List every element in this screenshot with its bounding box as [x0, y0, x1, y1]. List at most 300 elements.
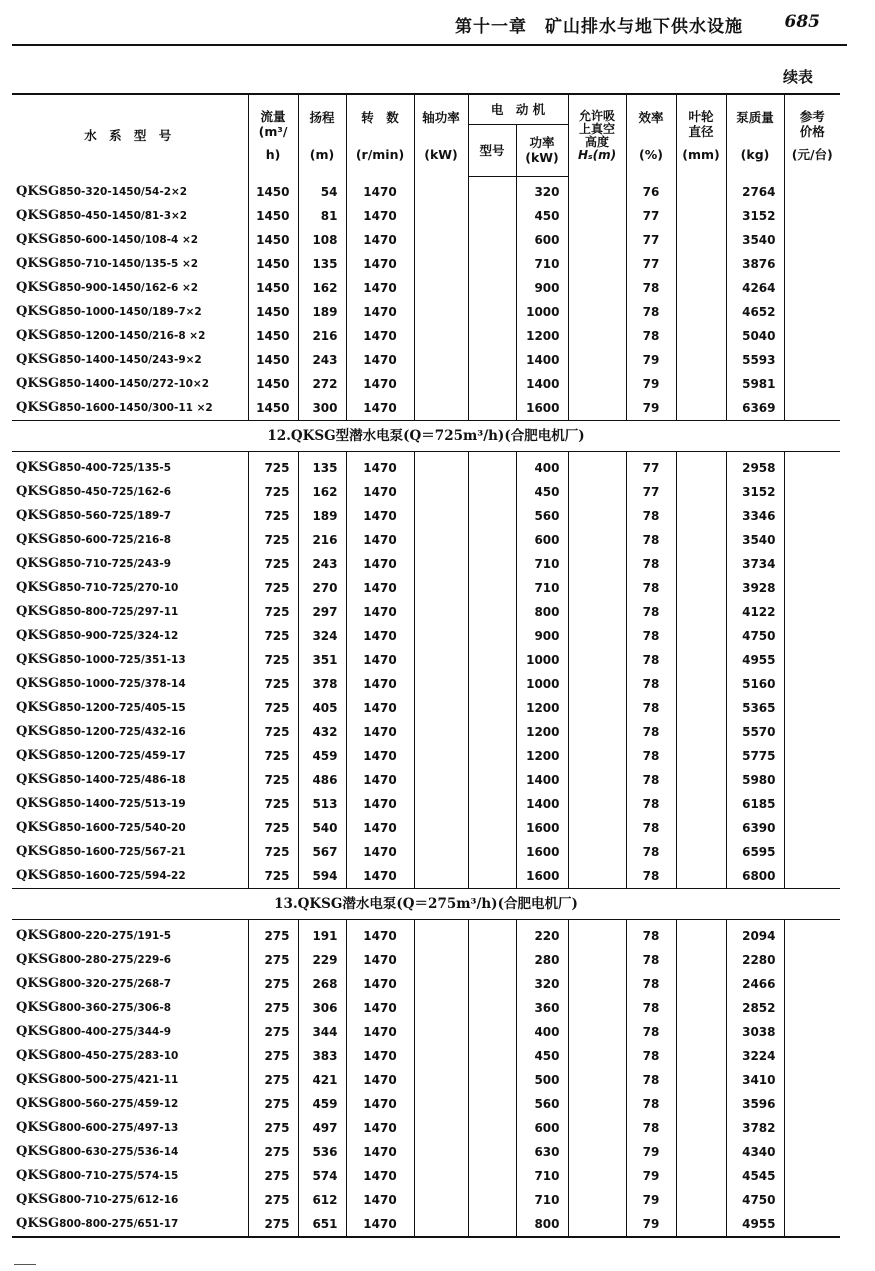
table-row — [12, 624, 840, 648]
efficiency-cell: 78 — [626, 816, 676, 840]
shaft-power-cell — [414, 452, 468, 481]
price-cell — [784, 696, 840, 720]
head-cell: 191 — [298, 920, 346, 949]
motor-power-cell: 800 — [516, 600, 568, 624]
npsh-cell — [568, 1116, 626, 1140]
speed-cell: 1470 — [346, 864, 414, 889]
npsh-cell — [568, 1020, 626, 1044]
efficiency-cell: 78 — [626, 792, 676, 816]
impeller-cell — [676, 324, 726, 348]
mass-cell: 5775 — [726, 744, 784, 768]
price-cell — [784, 176, 840, 204]
table-row — [12, 504, 840, 528]
flow-cell: 725 — [248, 504, 298, 528]
flow-cell: 275 — [248, 1116, 298, 1140]
head-cell: 432 — [298, 720, 346, 744]
impeller-cell — [676, 600, 726, 624]
model-cell — [12, 1044, 248, 1068]
model-suffix: 800-500-275/421-11 — [59, 1074, 179, 1086]
model-cell — [12, 1020, 248, 1044]
speed-cell: 1470 — [346, 948, 414, 972]
flow-cell: 275 — [248, 1044, 298, 1068]
model-suffix: 850-1000-1450/189-7×2 — [59, 306, 202, 318]
impeller-cell — [676, 252, 726, 276]
model-prefix: QKSG — [16, 724, 60, 739]
flow-cell: 725 — [248, 452, 298, 481]
impeller-cell — [676, 948, 726, 972]
efficiency-cell: 77 — [626, 204, 676, 228]
motor-type-cell — [468, 720, 516, 744]
flow-cell: 725 — [248, 528, 298, 552]
model-cell — [12, 528, 248, 552]
motor-power-cell: 450 — [516, 204, 568, 228]
table-row — [12, 948, 840, 972]
flow-cell: 275 — [248, 972, 298, 996]
speed-cell: 1470 — [346, 452, 414, 481]
impeller-cell — [676, 228, 726, 252]
efficiency-cell: 79 — [626, 1212, 676, 1237]
impeller-cell — [676, 1044, 726, 1068]
speed-cell: 1470 — [346, 648, 414, 672]
model-suffix: 850-1200-725/459-17 — [59, 750, 186, 762]
efficiency-cell: 78 — [626, 1068, 676, 1092]
speed-cell: 1470 — [346, 600, 414, 624]
shaft-power-cell — [414, 396, 468, 421]
model-prefix: QKSG — [16, 844, 60, 859]
mass-cell: 4955 — [726, 1212, 784, 1237]
shaft-power-cell — [414, 528, 468, 552]
efficiency-cell: 79 — [626, 372, 676, 396]
mass-cell: 6390 — [726, 816, 784, 840]
table-row — [12, 1020, 840, 1044]
motor-type-cell — [468, 528, 516, 552]
model-suffix: 850-1400-1450/272-10×2 — [59, 378, 210, 390]
speed-cell: 1470 — [346, 696, 414, 720]
model-suffix: 850-450-1450/81-3×2 — [59, 210, 188, 222]
npsh-cell — [568, 1044, 626, 1068]
shaft-power-cell — [414, 972, 468, 996]
model-prefix: QKSG — [16, 484, 60, 499]
npsh-cell — [568, 396, 626, 421]
motor-power-cell: 1000 — [516, 300, 568, 324]
efficiency-cell: 78 — [626, 864, 676, 889]
price-cell — [784, 300, 840, 324]
section-title: 13.QKSG潜水电泵(Q＝275m³/h)(合肥电机厂) — [12, 889, 840, 920]
flow-cell: 1450 — [248, 276, 298, 300]
model-prefix: QKSG — [16, 460, 60, 475]
efficiency-cell: 78 — [626, 768, 676, 792]
model-prefix: QKSG — [16, 1120, 60, 1135]
shaft-power-cell — [414, 864, 468, 889]
table-row — [12, 452, 840, 481]
motor-power-cell: 1000 — [516, 648, 568, 672]
motor-type-cell — [468, 672, 516, 696]
speed-cell: 1470 — [346, 480, 414, 504]
running-head — [0, 8, 875, 36]
motor-power-cell: 400 — [516, 1020, 568, 1044]
motor-power-cell: 1600 — [516, 396, 568, 421]
mass-cell: 4750 — [726, 624, 784, 648]
mass-cell: 6595 — [726, 840, 784, 864]
mass-cell: 6800 — [726, 864, 784, 889]
shaft-power-cell — [414, 1188, 468, 1212]
header-price: 参考 价格 (元/台) — [784, 94, 840, 176]
speed-cell: 1470 — [346, 1068, 414, 1092]
model-prefix: QKSG — [16, 208, 60, 223]
motor-type-cell — [468, 1188, 516, 1212]
table-row — [12, 252, 840, 276]
model-cell — [12, 648, 248, 672]
model-cell — [12, 672, 248, 696]
impeller-cell — [676, 1140, 726, 1164]
price-cell — [784, 1212, 840, 1237]
table-row — [12, 996, 840, 1020]
speed-cell: 1470 — [346, 276, 414, 300]
model-cell — [12, 744, 248, 768]
motor-power-cell: 1600 — [516, 840, 568, 864]
npsh-cell — [568, 1092, 626, 1116]
impeller-cell — [676, 996, 726, 1020]
motor-power-cell: 710 — [516, 1164, 568, 1188]
speed-cell: 1470 — [346, 228, 414, 252]
header-motor-type: 型号 — [468, 124, 516, 176]
model-cell — [12, 948, 248, 972]
flow-cell: 1450 — [248, 348, 298, 372]
npsh-cell — [568, 696, 626, 720]
impeller-cell — [676, 624, 726, 648]
price-cell — [784, 672, 840, 696]
price-cell — [784, 552, 840, 576]
head-cell: 306 — [298, 996, 346, 1020]
footer-mark — [14, 1264, 36, 1265]
mass-cell: 4122 — [726, 600, 784, 624]
npsh-cell — [568, 768, 626, 792]
model-cell — [12, 768, 248, 792]
efficiency-cell: 78 — [626, 948, 676, 972]
flow-cell: 1450 — [248, 300, 298, 324]
head-cell: 81 — [298, 204, 346, 228]
price-cell — [784, 504, 840, 528]
npsh-cell — [568, 1164, 626, 1188]
flow-cell: 725 — [248, 696, 298, 720]
table-row — [12, 672, 840, 696]
flow-cell: 275 — [248, 1092, 298, 1116]
motor-type-cell — [468, 480, 516, 504]
flow-cell: 725 — [248, 576, 298, 600]
flow-cell: 275 — [248, 1164, 298, 1188]
table-row — [12, 720, 840, 744]
table-row — [12, 768, 840, 792]
table-row — [12, 324, 840, 348]
head-cell: 243 — [298, 348, 346, 372]
shaft-power-cell — [414, 372, 468, 396]
motor-type-cell — [468, 948, 516, 972]
model-cell — [12, 480, 248, 504]
header-speed: 转 数 (r/min) — [346, 94, 414, 176]
motor-power-cell: 600 — [516, 528, 568, 552]
model-suffix: 850-1600-1450/300-11 ×2 — [59, 402, 213, 414]
price-cell — [784, 972, 840, 996]
model-prefix: QKSG — [16, 508, 60, 523]
model-cell — [12, 1092, 248, 1116]
model-suffix: 800-630-275/536-14 — [59, 1146, 179, 1158]
speed-cell: 1470 — [346, 1092, 414, 1116]
mass-cell: 2764 — [726, 176, 784, 204]
speed-cell: 1470 — [346, 624, 414, 648]
table-row — [12, 600, 840, 624]
header-motor-power: 功率 (kW) — [516, 124, 568, 176]
speed-cell: 1470 — [346, 1188, 414, 1212]
price-cell — [784, 528, 840, 552]
head-cell: 405 — [298, 696, 346, 720]
motor-power-cell: 1400 — [516, 348, 568, 372]
npsh-cell — [568, 744, 626, 768]
mass-cell: 4264 — [726, 276, 784, 300]
efficiency-cell: 79 — [626, 1188, 676, 1212]
shaft-power-cell — [414, 1140, 468, 1164]
motor-power-cell: 220 — [516, 920, 568, 949]
motor-power-cell: 1200 — [516, 324, 568, 348]
model-suffix: 800-320-275/268-7 — [59, 978, 172, 990]
head-cell: 135 — [298, 452, 346, 481]
motor-power-cell: 710 — [516, 252, 568, 276]
shaft-power-cell — [414, 672, 468, 696]
speed-cell: 1470 — [346, 1020, 414, 1044]
table-row — [12, 840, 840, 864]
mass-cell: 3596 — [726, 1092, 784, 1116]
mass-cell: 3540 — [726, 528, 784, 552]
speed-cell: 1470 — [346, 1116, 414, 1140]
model-suffix: 850-1000-725/378-14 — [59, 678, 186, 690]
model-suffix: 850-1200-725/432-16 — [59, 726, 186, 738]
speed-cell: 1470 — [346, 816, 414, 840]
efficiency-cell: 79 — [626, 1164, 676, 1188]
model-prefix: QKSG — [16, 1000, 60, 1015]
npsh-cell — [568, 948, 626, 972]
model-cell — [12, 920, 248, 949]
head-cell: 324 — [298, 624, 346, 648]
speed-cell: 1470 — [346, 504, 414, 528]
table-row — [12, 1140, 840, 1164]
price-cell — [784, 452, 840, 481]
efficiency-cell: 78 — [626, 920, 676, 949]
npsh-cell — [568, 480, 626, 504]
table-row — [12, 396, 840, 421]
model-cell — [12, 252, 248, 276]
head-cell: 567 — [298, 840, 346, 864]
speed-cell: 1470 — [346, 672, 414, 696]
header-model: 水 系 型 号 — [12, 94, 248, 176]
price-cell — [784, 792, 840, 816]
flow-cell: 725 — [248, 480, 298, 504]
table-row — [12, 1116, 840, 1140]
shaft-power-cell — [414, 768, 468, 792]
mass-cell: 2466 — [726, 972, 784, 996]
model-cell — [12, 204, 248, 228]
model-cell — [12, 228, 248, 252]
motor-type-cell — [468, 396, 516, 421]
model-suffix: 850-710-725/270-10 — [59, 582, 179, 594]
flow-cell: 725 — [248, 768, 298, 792]
speed-cell: 1470 — [346, 372, 414, 396]
impeller-cell — [676, 372, 726, 396]
model-suffix: 800-600-275/497-13 — [59, 1122, 179, 1134]
model-prefix: QKSG — [16, 1216, 60, 1231]
speed-cell: 1470 — [346, 576, 414, 600]
shaft-power-cell — [414, 552, 468, 576]
speed-cell: 1470 — [346, 252, 414, 276]
model-suffix: 800-280-275/229-6 — [59, 954, 172, 966]
npsh-cell — [568, 600, 626, 624]
flow-cell: 1450 — [248, 372, 298, 396]
motor-power-cell: 600 — [516, 1116, 568, 1140]
impeller-cell — [676, 504, 726, 528]
model-suffix: 800-560-275/459-12 — [59, 1098, 179, 1110]
impeller-cell — [676, 864, 726, 889]
speed-cell: 1470 — [346, 1212, 414, 1237]
motor-type-cell — [468, 744, 516, 768]
shaft-power-cell — [414, 1044, 468, 1068]
model-prefix: QKSG — [16, 1024, 60, 1039]
shaft-power-cell — [414, 480, 468, 504]
mass-cell: 4750 — [726, 1188, 784, 1212]
speed-cell: 1470 — [346, 348, 414, 372]
model-prefix: QKSG — [16, 820, 60, 835]
model-cell — [12, 624, 248, 648]
flow-cell: 1450 — [248, 204, 298, 228]
model-cell — [12, 372, 248, 396]
npsh-cell — [568, 204, 626, 228]
motor-power-cell: 1600 — [516, 816, 568, 840]
price-cell — [784, 600, 840, 624]
model-suffix: 800-710-275/612-16 — [59, 1194, 179, 1206]
table-row — [12, 972, 840, 996]
pump-spec-table — [12, 93, 840, 1238]
shaft-power-cell — [414, 948, 468, 972]
npsh-cell — [568, 324, 626, 348]
flow-cell: 275 — [248, 1020, 298, 1044]
efficiency-cell: 78 — [626, 972, 676, 996]
head-cell: 162 — [298, 276, 346, 300]
table-row — [12, 1164, 840, 1188]
price-cell — [784, 648, 840, 672]
speed-cell: 1470 — [346, 176, 414, 204]
flow-cell: 725 — [248, 552, 298, 576]
motor-power-cell: 1400 — [516, 372, 568, 396]
speed-cell: 1470 — [346, 720, 414, 744]
table-row — [12, 228, 840, 252]
flow-cell: 275 — [248, 1212, 298, 1237]
chapter-title: 第十一章 矿山排水与地下供水设施 — [455, 17, 743, 37]
model-prefix: QKSG — [16, 676, 60, 691]
model-prefix: QKSG — [16, 256, 60, 271]
speed-cell: 1470 — [346, 792, 414, 816]
impeller-cell — [676, 396, 726, 421]
motor-type-cell — [468, 324, 516, 348]
efficiency-cell: 78 — [626, 1092, 676, 1116]
impeller-cell — [676, 204, 726, 228]
head-cell: 135 — [298, 252, 346, 276]
model-cell — [12, 864, 248, 889]
shaft-power-cell — [414, 204, 468, 228]
impeller-cell — [676, 176, 726, 204]
motor-power-cell: 710 — [516, 1188, 568, 1212]
motor-power-cell: 450 — [516, 480, 568, 504]
mass-cell: 2094 — [726, 920, 784, 949]
flow-cell: 725 — [248, 840, 298, 864]
efficiency-cell: 77 — [626, 252, 676, 276]
flow-cell: 725 — [248, 720, 298, 744]
speed-cell: 1470 — [346, 744, 414, 768]
header-shaft-power: 轴功率 (kW) — [414, 94, 468, 176]
section-title: 12.QKSG型潜水电泵(Q＝725m³/h)(合肥电机厂) — [12, 421, 840, 452]
table-row — [12, 576, 840, 600]
npsh-cell — [568, 504, 626, 528]
impeller-cell — [676, 792, 726, 816]
npsh-cell — [568, 552, 626, 576]
head-cell: 421 — [298, 1068, 346, 1092]
efficiency-cell: 78 — [626, 720, 676, 744]
table-row — [12, 348, 840, 372]
model-prefix: QKSG — [16, 532, 60, 547]
model-prefix: QKSG — [16, 748, 60, 763]
motor-power-cell: 560 — [516, 504, 568, 528]
efficiency-cell: 78 — [626, 696, 676, 720]
model-cell — [12, 276, 248, 300]
mass-cell: 5160 — [726, 672, 784, 696]
shaft-power-cell — [414, 840, 468, 864]
model-prefix: QKSG — [16, 868, 60, 883]
motor-power-cell: 600 — [516, 228, 568, 252]
impeller-cell — [676, 576, 726, 600]
npsh-cell — [568, 276, 626, 300]
shaft-power-cell — [414, 300, 468, 324]
model-cell — [12, 452, 248, 481]
efficiency-cell: 78 — [626, 672, 676, 696]
motor-power-cell: 400 — [516, 452, 568, 481]
speed-cell: 1470 — [346, 300, 414, 324]
model-suffix: 850-1200-1450/216-8 ×2 — [59, 330, 206, 342]
motor-power-cell: 1200 — [516, 720, 568, 744]
table-row — [12, 648, 840, 672]
motor-type-cell — [468, 576, 516, 600]
flow-cell: 725 — [248, 864, 298, 889]
shaft-power-cell — [414, 576, 468, 600]
head-cell: 108 — [298, 228, 346, 252]
shaft-power-cell — [414, 276, 468, 300]
motor-power-cell: 1400 — [516, 792, 568, 816]
model-prefix: QKSG — [16, 232, 60, 247]
npsh-cell — [568, 300, 626, 324]
shaft-power-cell — [414, 1116, 468, 1140]
flow-cell: 275 — [248, 1188, 298, 1212]
flow-cell: 1450 — [248, 228, 298, 252]
model-suffix: 850-1400-725/513-19 — [59, 798, 186, 810]
npsh-cell — [568, 528, 626, 552]
impeller-cell — [676, 348, 726, 372]
motor-type-cell — [468, 1068, 516, 1092]
impeller-cell — [676, 528, 726, 552]
shaft-power-cell — [414, 1092, 468, 1116]
head-cell: 540 — [298, 816, 346, 840]
npsh-cell — [568, 816, 626, 840]
motor-type-cell — [468, 816, 516, 840]
npsh-cell — [568, 176, 626, 204]
model-prefix: QKSG — [16, 772, 60, 787]
npsh-cell — [568, 972, 626, 996]
mass-cell: 3540 — [726, 228, 784, 252]
mass-cell: 3152 — [726, 480, 784, 504]
